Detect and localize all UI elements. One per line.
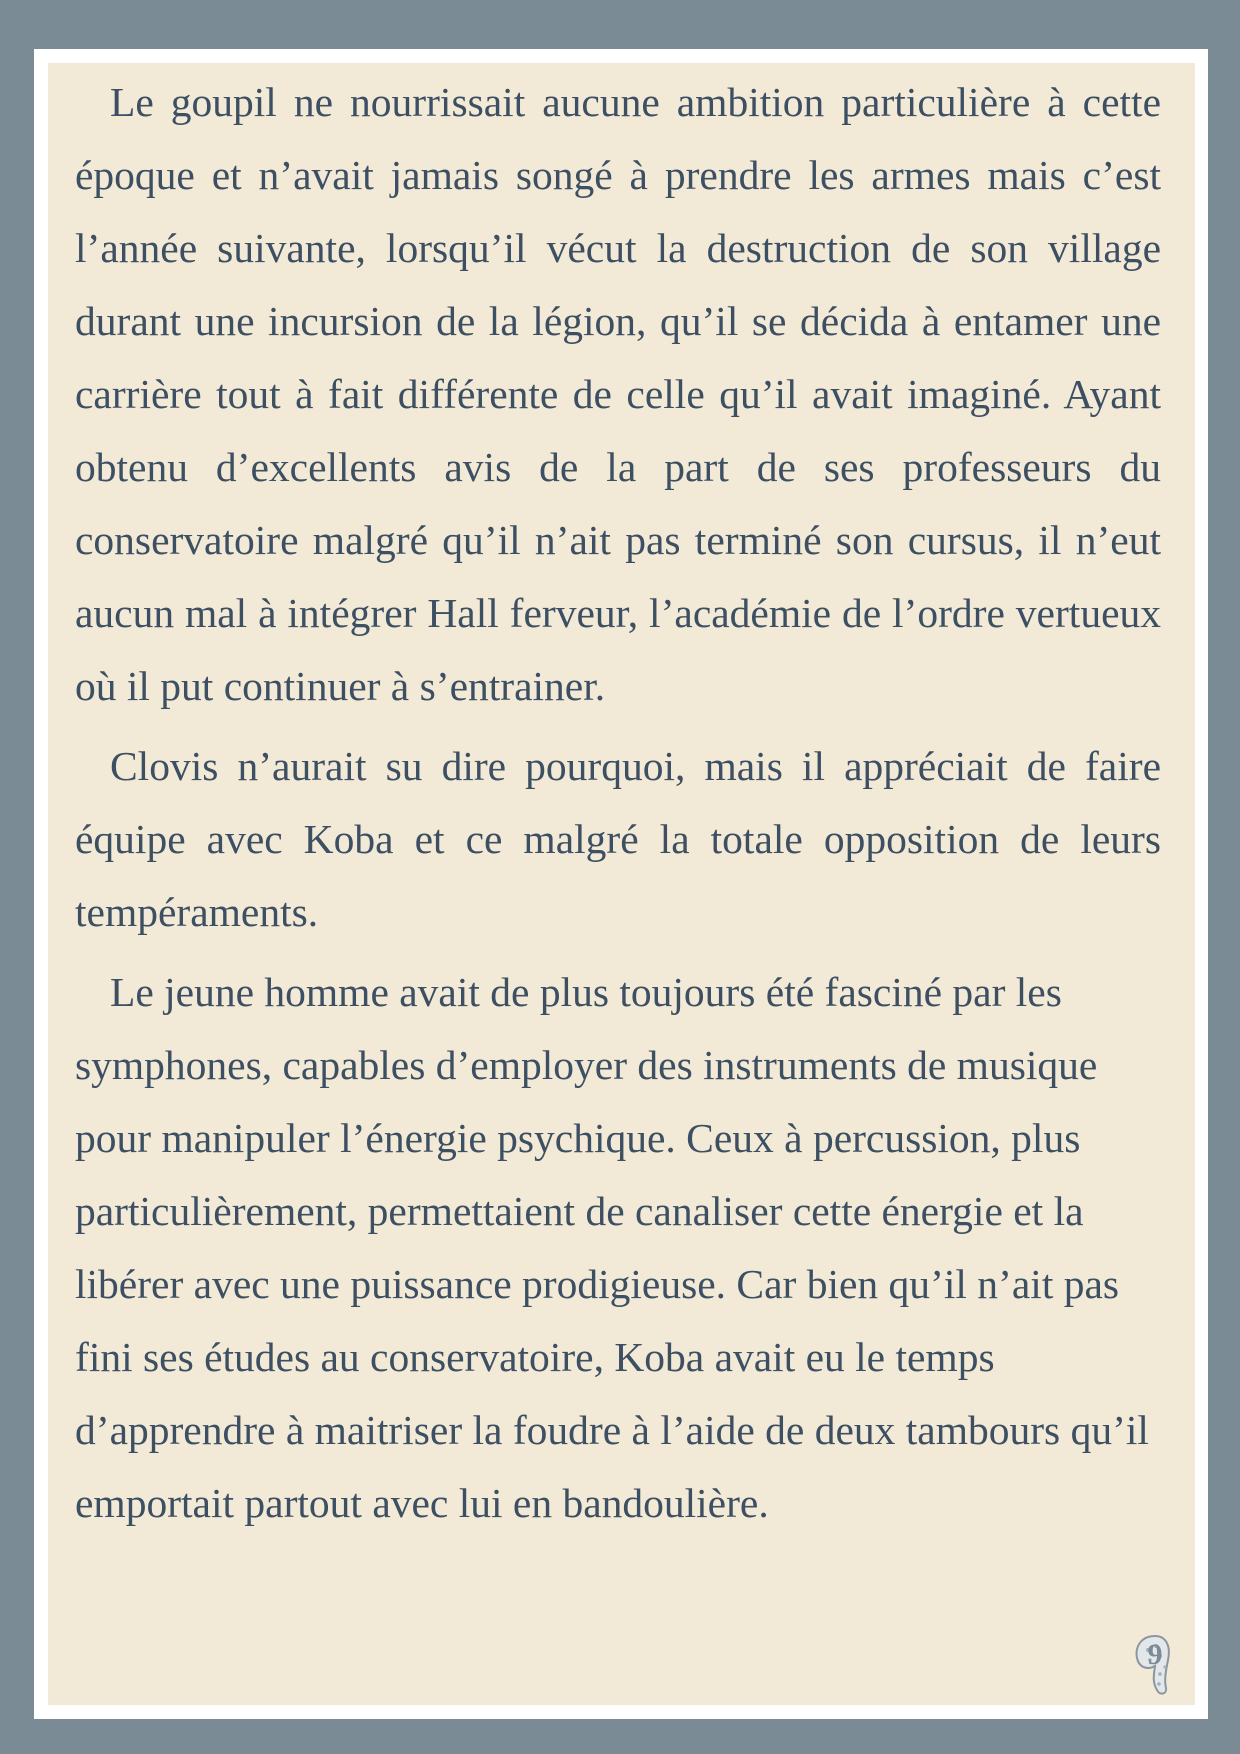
page-number-ornament-icon (1130, 1630, 1180, 1700)
paragraph-1: Le goupil ne nourrissait aucune ambition particulière à cette époque et n’avait jamais songé à prendre les armes mais c’est l’année suivante, lorsqu’il vécut la destruction de son village durant une incursion de la légion, qu’il se décida à entamer une carrière tout à fait différente de celle qu’il avait imaginé. Ayant obtenu d’excellents avis de la part de ses professeurs du conservatoire malgré qu’il n’ait pas terminé son cursus, il n’eut aucun mal à intégrer Hall ferveur, l’académie de l’ordre vertueux où il put continuer à s’entrainer. (75, 79, 1161, 709)
paragraph-2: Clovis n’aurait su dire pourquoi, mais il appréciait de faire équipe avec Koba et ce malgré la totale opposition de leurs tempéraments. (75, 743, 1161, 935)
page-number-badge (1130, 1630, 1180, 1700)
page-number: 9 (1147, 1638, 1163, 1671)
paragraph-3: Le jeune homme avait de plus toujours été fasciné par les symphones, capables d’employer des instruments de musique pour manipuler l’énergie psychique. Ceux à percussion, plus particulièrement, permettaient de canaliser cette énergie et la libérer avec une puissance prodigieuse. Car bien qu’il n’ait pas fini ses études au conservatoire, Koba avait eu le temps d’apprendre à maitriser la foudre à l’aide de deux tambours qu’il emportait partout avec lui en bandoulière. (75, 969, 1149, 1526)
body-text (75, 66, 1161, 1547)
